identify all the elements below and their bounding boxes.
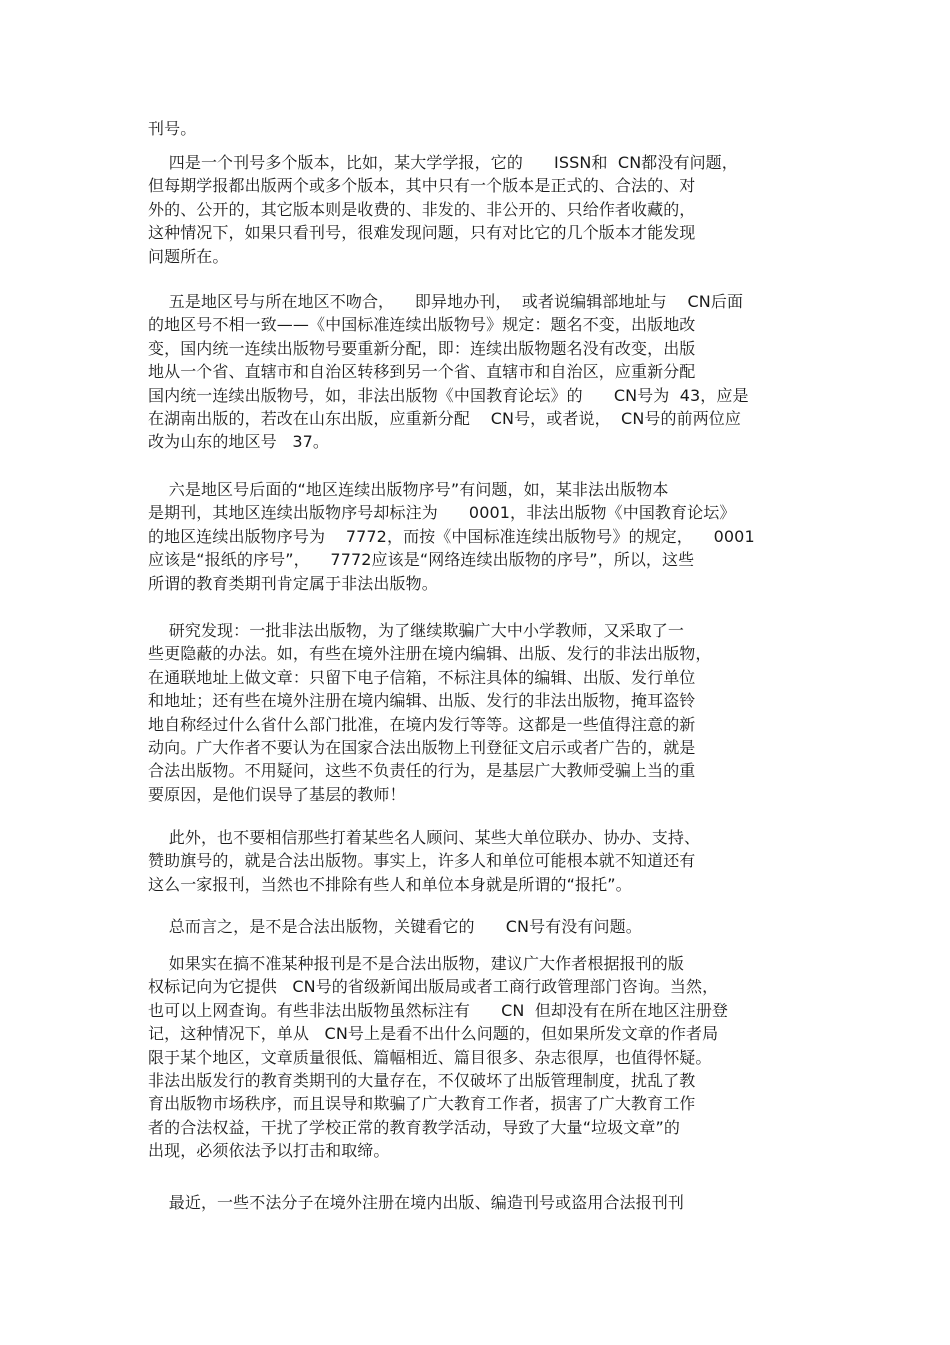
text-line: 是期刊，其地区连续出版物序号却标注为 0001，非法出版物《中国教育论坛》 (148, 503, 736, 523)
text-line: 在通联地址上做文章：只留下电子信箱，不标注具体的编辑、出版、发行单位 (148, 667, 696, 687)
text-line: 研究发现：一批非法出版物，为了继续欺骗广大中小学教师，又采取了一 (148, 621, 684, 640)
text-line: 记，这种情况下，单从 CN号上是看不出什么问题的，但如果所发文章的作者局 (148, 1024, 719, 1044)
text-line: 的地区连续出版物序号为 7772，而按《中国标准连续出版物号》的规定， 0001 (148, 526, 755, 546)
text-line: 也可以上网查询。有些非法出版物虽然标注有 CN 但却没有在所在地区注册登 (148, 1000, 729, 1020)
text-line: 国内统一连续出版物号，如，非法出版物《中国教育论坛》的 CN号为 43，应是 (148, 385, 749, 405)
text-line: 地从一个省、直辖市和自治区转移到另一个省、直辖市和自治区，应重新分配 (148, 362, 696, 382)
text-line: 些更隐蔽的办法。如，有些在境外注册在境内编辑、出版、发行的非法出版物， (148, 644, 712, 664)
text-line: 六是地区号后面的“地区连续出版物序号”有问题，如，某非法出版物本 (148, 480, 669, 499)
text-line: 问题所在。 (148, 246, 229, 266)
text-line: 刊号。 (148, 119, 197, 138)
text-line: 和地址；还有些在境外注册在境内编辑、出版、发行的非法出版物，掩耳盗铃 (148, 691, 696, 711)
text-line: 者的合法权益，干扰了学校正常的教育教学活动，导致了大量“垃圾文章”的 (148, 1117, 680, 1137)
text-line: 五是地区号与所在地区不吻合， 即异地办刊， 或者说编辑部地址与 CN后面 (148, 292, 744, 311)
text-line: 限于某个地区，文章质量很低、篇幅相近、篇目很多、杂志很厚，也值得怀疑。 (148, 1047, 712, 1067)
text-line: 最近，一些不法分子在境外注册在境内出版、编造刊号或盗用合法报刊刊 (148, 1193, 684, 1212)
text-line: 合法出版物。不用疑问，这些不负责任的行为，是基层广大教师受骗上当的重 (148, 761, 696, 781)
text-line: 这种情况下，如果只看刊号，很难发现问题，只有对比它的几个版本才能发现 (148, 223, 696, 243)
text-line: 动向。广大作者不要认为在国家合法出版物上刊登征文启示或者广告的，就是 (148, 738, 696, 757)
text-line: 此外，也不要相信那些打着某些名人顾问、某些大单位联办、协办、支持、 (148, 828, 701, 847)
text-line: 要原因，是他们误导了基层的教师！ (148, 784, 406, 804)
text-line: 如果实在搞不准某种报刊是不是合法出版物，建议广大作者根据报刊的版 (148, 954, 684, 973)
text-line: 出现，必须依法予以打击和取缔。 (148, 1141, 390, 1161)
text-line: 在湖南出版的，若改在山东出版，应重新分配 CN号，或者说， CN号的前两位应 (148, 409, 741, 428)
text-line: 育出版物市场秩序，而且误导和欺骗了广大教育工作者，损害了广大教育工作 (148, 1094, 696, 1114)
text-line: 地自称经过什么省什么部门批准，在境内发行等等。这都是一些值得注意的新 (148, 714, 696, 734)
text-line: 但每期学报都出版两个或多个版本，其中只有一个版本是正式的、合法的、对 (148, 176, 696, 196)
text-line: 改为山东的地区号 37。 (148, 432, 330, 452)
text-line: 总而言之，是不是合法出版物，关键看它的 CN号有没有问题。 (148, 917, 642, 936)
text-line: 应该是“报纸的序号”， 7772应该是“网络连续出版物的序号”，所以，这些 (148, 550, 695, 570)
text-line: 这么一家报刊，当然也不排除有些人和单位本身就是所谓的“报托”。 (148, 874, 632, 894)
text-line: 四是一个刊号多个版本，比如，某大学学报，它的 ISSN和 CN都没有问题， (148, 153, 738, 172)
text-line: 变，国内统一连续出版物号要重新分配，即：连续出版物题名没有改变，出版 (148, 338, 696, 358)
text-line: 非法出版发行的教育类期刊的大量存在，不仅破坏了出版管理制度，扰乱了教 (148, 1071, 696, 1090)
text-line: 的地区号不相一致——《中国标准连续出版物号》规定：题名不变，出版地改 (148, 315, 696, 335)
text-line: 所谓的教育类期刊肯定属于非法出版物。 (148, 573, 438, 593)
text-line: 外的、公开的，其它版本则是收费的、非发的、非公开的、只给作者收藏的， (148, 199, 696, 219)
text-line: 赞助旗号的，就是合法出版物。事实上，许多人和单位可能根本就不知道还有 (148, 851, 696, 871)
text-line: 权标记向为它提供 CN号的省级新闻出版局或者工商行政管理部门咨询。当然， (148, 977, 719, 997)
